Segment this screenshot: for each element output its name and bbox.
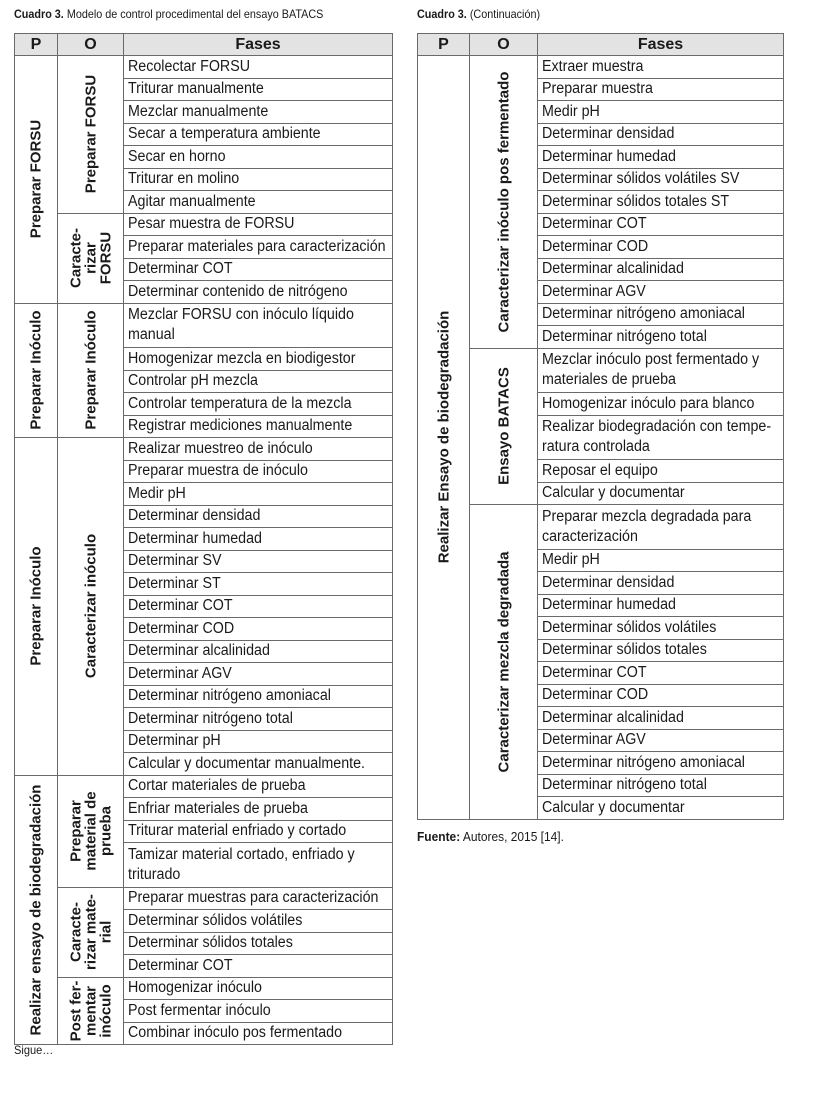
phase-text: Registrar mediciones manualmente [128, 417, 353, 435]
phase-text: Homogenizar inóculo [128, 979, 262, 997]
process-cell-label: Preparar FORSU [27, 120, 45, 239]
phase-text: Realizar muestreo de inóculo [128, 439, 313, 457]
phase-cell [124, 618, 393, 641]
phase-cell [538, 707, 784, 730]
phase-text: Pesar muestra de FORSU [128, 215, 295, 233]
phase-text: Preparar muestra [542, 80, 653, 98]
phase-cell [538, 617, 784, 640]
phase-cell [538, 78, 784, 101]
table-header-row [15, 34, 393, 56]
operation-cell-label: Post fer- mentar inóculo [67, 980, 114, 1042]
table-row [15, 775, 393, 798]
phase-cell [124, 123, 393, 146]
phase-text: Enfriar materiales de prueba [128, 799, 308, 817]
source-text: Autores, 2015 [14]. [462, 829, 564, 844]
phase-cell [538, 393, 784, 416]
phase-cell [538, 549, 784, 572]
phase-cell [124, 1000, 393, 1023]
phase-cell [124, 370, 393, 393]
phase-cell [538, 191, 784, 214]
phase-cell [124, 415, 393, 438]
phase-text: Homogenizar mezcla en biodigestor [128, 349, 356, 367]
header-fases: Fases [538, 34, 784, 56]
phase-text: Determinar COT [542, 215, 647, 233]
header-p: P [15, 34, 58, 56]
phase-cell [124, 258, 393, 281]
table-caption-left [14, 7, 323, 21]
phase-cell [124, 708, 393, 731]
phase-text: Secar en horno [128, 147, 226, 165]
phase-text: Homogenizar inóculo para blanco [542, 394, 755, 412]
phase-cell [538, 213, 784, 236]
header-fases: Fases [124, 34, 393, 56]
process-cell-label: Preparar Inóculo [27, 310, 45, 430]
phase-cell [124, 753, 393, 776]
table-row [15, 977, 393, 1000]
operation-cell-label: Preparar material de prueba [67, 791, 114, 871]
phase-cell [538, 774, 784, 797]
phase-text: Preparar materiales para caracterización [128, 237, 386, 255]
phase-text: Determinar sólidos volátiles SV [542, 170, 740, 188]
phase-text: Determinar humedad [128, 529, 262, 547]
phase-text: Medir pH [128, 484, 186, 502]
phase-cell [538, 684, 784, 707]
phase-text: Cortar materiales de prueba [128, 777, 306, 795]
process-cell [15, 438, 58, 776]
phase-text: Determinar nitrógeno total [542, 776, 707, 794]
table-row [15, 303, 393, 348]
phase-cell [124, 843, 393, 888]
caption-title: Modelo de control procedimental del ensayo BATACS [66, 7, 324, 21]
phase-cell [538, 236, 784, 259]
phase-cell [124, 78, 393, 101]
table-row [418, 505, 784, 550]
header-p: P [418, 34, 470, 56]
phase-cell [124, 1022, 393, 1045]
operation-cell [470, 56, 538, 349]
phase-cell [124, 573, 393, 596]
phase-text-line: triturado [128, 865, 181, 883]
phase-cell [538, 729, 784, 752]
phase-cell [124, 730, 393, 753]
phase-cell [538, 482, 784, 505]
phase-text: Determinar COT [128, 597, 233, 615]
operation-cell-label: Caracte- rizar FORSU [67, 227, 114, 289]
operation-cell [58, 977, 124, 1045]
procedure-table-left [14, 33, 393, 1045]
header-o: O [58, 34, 124, 56]
phase-cell [124, 236, 393, 259]
phase-text: Preparar muestras para caracterización [128, 889, 379, 907]
process-cell-label: Preparar Inóculo [27, 546, 45, 666]
operation-cell-label: Caracterizar inóculo pos fermentado [495, 71, 512, 333]
phase-text: Controlar temperatura de la mezcla [128, 394, 352, 412]
table-row [15, 56, 393, 79]
phase-text: Mezclar manualmente [128, 102, 269, 120]
process-cell-label: Realizar ensayo de biodegradación [27, 784, 45, 1036]
phase-text: Post fermentar inóculo [128, 1001, 271, 1019]
phase-text: Calcular y documentar [542, 484, 685, 502]
phase-cell [538, 146, 784, 169]
phase-text: Triturar manualmente [128, 80, 264, 98]
table-row [418, 348, 784, 393]
phase-cell [124, 775, 393, 798]
phase-cell [124, 191, 393, 214]
process-cell [15, 56, 58, 304]
phase-cell [124, 146, 393, 169]
phase-cell [124, 820, 393, 843]
phase-cell [124, 303, 393, 348]
phase-cell [124, 550, 393, 573]
phase-text: Determinar densidad [542, 573, 675, 591]
phase-cell [538, 56, 784, 79]
phase-text: Determinar COT [128, 956, 233, 974]
process-cell [15, 303, 58, 438]
phase-text: Determinar nitrógeno amoniacal [542, 753, 745, 771]
phase-text: Determinar SV [128, 552, 222, 570]
phase-text: Determinar pH [128, 732, 221, 750]
operation-cell-label: Preparar FORSU [82, 75, 99, 194]
phase-text: Determinar densidad [128, 507, 261, 525]
phase-cell [124, 505, 393, 528]
table-header-row [418, 34, 784, 56]
phase-text: Medir pH [542, 551, 600, 569]
operation-cell [58, 775, 124, 887]
phase-text-line: Preparar mezcla degradada para [542, 507, 752, 525]
phase-text: Extraer muestra [542, 57, 644, 75]
phase-text: Determinar alcalinidad [128, 642, 270, 660]
phase-text-line: Mezclar inóculo post fermentado y [542, 351, 760, 369]
phase-cell [538, 505, 784, 550]
table-caption-right [417, 7, 540, 21]
phase-cell [538, 752, 784, 775]
operation-cell [470, 505, 538, 820]
table-row [15, 438, 393, 461]
operation-cell [58, 213, 124, 303]
source-label: Fuente: [417, 829, 461, 844]
phase-text: Determinar COT [542, 663, 647, 681]
phase-cell [538, 303, 784, 326]
phase-cell [124, 910, 393, 933]
phase-text: Determinar nitrógeno total [128, 709, 293, 727]
operation-cell-label: Ensayo BATACS [495, 367, 512, 486]
phase-cell [538, 101, 784, 124]
phase-cell [124, 213, 393, 236]
phase-text: Determinar COT [128, 260, 233, 278]
phase-text: Determinar humedad [542, 596, 676, 614]
phase-cell [124, 663, 393, 686]
phase-cell [538, 594, 784, 617]
phase-text: Recolectar FORSU [128, 57, 251, 75]
phase-text: Determinar contenido de nitrógeno [128, 282, 348, 300]
phase-text-line: Realizar biodegradación con tempe- [542, 418, 772, 436]
phase-text: Triturar en molino [128, 170, 240, 188]
continues-note: Sigue… [14, 1043, 54, 1057]
header-o: O [470, 34, 538, 56]
caption-label: Cuadro 3. [417, 7, 467, 21]
phase-cell [124, 393, 393, 416]
phase-text: Calcular y documentar manualmente. [128, 754, 366, 772]
operation-cell [58, 56, 124, 214]
phase-text: Determinar AGV [542, 282, 646, 300]
phase-cell [538, 572, 784, 595]
process-cell [15, 775, 58, 1045]
phase-text: Triturar material enfriado y cortado [128, 822, 347, 840]
phase-text: Determinar densidad [542, 125, 675, 143]
phase-text: Determinar ST [128, 574, 221, 592]
phase-cell [538, 639, 784, 662]
phase-text: Preparar muestra de inóculo [128, 462, 308, 480]
phase-cell [124, 56, 393, 79]
phase-cell [124, 887, 393, 910]
operation-cell [58, 887, 124, 977]
phase-text-line: ratura controlada [542, 438, 650, 456]
phase-cell [538, 258, 784, 281]
phase-text: Controlar pH mezcla [128, 372, 258, 390]
phase-text: Determinar sólidos volátiles [128, 911, 303, 929]
operation-cell [58, 303, 124, 438]
phase-text-line: materiales de prueba [542, 371, 676, 389]
phase-text: Agitar manualmente [128, 192, 256, 210]
operation-cell [470, 348, 538, 505]
process-cell-label: Realizar Ensayo de biodegradación [435, 310, 452, 564]
phase-text: Determinar sólidos volátiles [542, 618, 717, 636]
phase-text: Determinar AGV [542, 731, 646, 749]
source-note [417, 829, 564, 844]
phase-cell [538, 348, 784, 393]
phase-text: Determinar sólidos totales ST [542, 192, 730, 210]
phase-cell [124, 460, 393, 483]
phase-cell [538, 326, 784, 349]
phase-cell [124, 640, 393, 663]
caption-title: (Continuación) [469, 7, 541, 21]
phase-text: Determinar AGV [128, 664, 232, 682]
phase-cell [124, 168, 393, 191]
phase-text: Determinar sólidos totales [542, 641, 707, 659]
phase-cell [538, 662, 784, 685]
operation-cell-label: Caracterizar inóculo [82, 534, 99, 679]
phase-cell [538, 281, 784, 304]
phase-text: Determinar COD [542, 686, 649, 704]
phase-text: Determinar humedad [542, 147, 676, 165]
operation-cell-label: Caracte- rizar mate- rial [67, 894, 114, 970]
phase-cell [124, 685, 393, 708]
phase-cell [538, 168, 784, 191]
phase-cell [538, 415, 784, 460]
table-row [418, 56, 784, 79]
operation-cell-label: Preparar Inóculo [82, 310, 99, 430]
process-cell [418, 56, 470, 820]
phase-cell [124, 932, 393, 955]
phase-text-line: caracterización [542, 527, 638, 545]
table-row [15, 887, 393, 910]
phase-cell [124, 483, 393, 506]
phase-cell [124, 798, 393, 821]
phase-text: Combinar inóculo pos fermentado [128, 1024, 343, 1042]
operation-cell [58, 438, 124, 776]
operation-cell-label: Caracterizar mezcla degradada [495, 551, 512, 773]
phase-cell [124, 438, 393, 461]
phase-cell [124, 101, 393, 124]
phase-text: Secar a temperatura ambiente [128, 125, 321, 143]
phase-text: Determinar COD [542, 237, 649, 255]
phase-text: Determinar nitrógeno amoniacal [542, 305, 745, 323]
phase-cell [124, 528, 393, 551]
phase-text: Reposar el equipo [542, 461, 658, 479]
phase-cell [124, 281, 393, 304]
phase-text-line: manual [128, 326, 175, 344]
table-row [15, 213, 393, 236]
phase-text: Determinar nitrógeno total [542, 327, 707, 345]
procedure-table-right [417, 33, 784, 820]
phase-cell [538, 460, 784, 483]
caption-label: Cuadro 3. [14, 7, 64, 21]
phase-cell [538, 123, 784, 146]
phase-text: Determinar sólidos totales [128, 934, 293, 952]
phase-cell [124, 977, 393, 1000]
phase-text-line: Tamizar material cortado, enfriado y [128, 845, 355, 863]
phase-text: Determinar COD [128, 619, 235, 637]
phase-text: Medir pH [542, 102, 600, 120]
phase-text: Determinar alcalinidad [542, 260, 684, 278]
phase-text-line: Mezclar FORSU con inóculo líquido [128, 306, 354, 324]
phase-cell [124, 595, 393, 618]
phase-text: Calcular y documentar [542, 798, 685, 816]
phase-cell [538, 797, 784, 820]
phase-text: Determinar nitrógeno amoniacal [128, 687, 331, 705]
phase-text: Determinar alcalinidad [542, 708, 684, 726]
phase-cell [124, 955, 393, 978]
phase-cell [124, 348, 393, 371]
